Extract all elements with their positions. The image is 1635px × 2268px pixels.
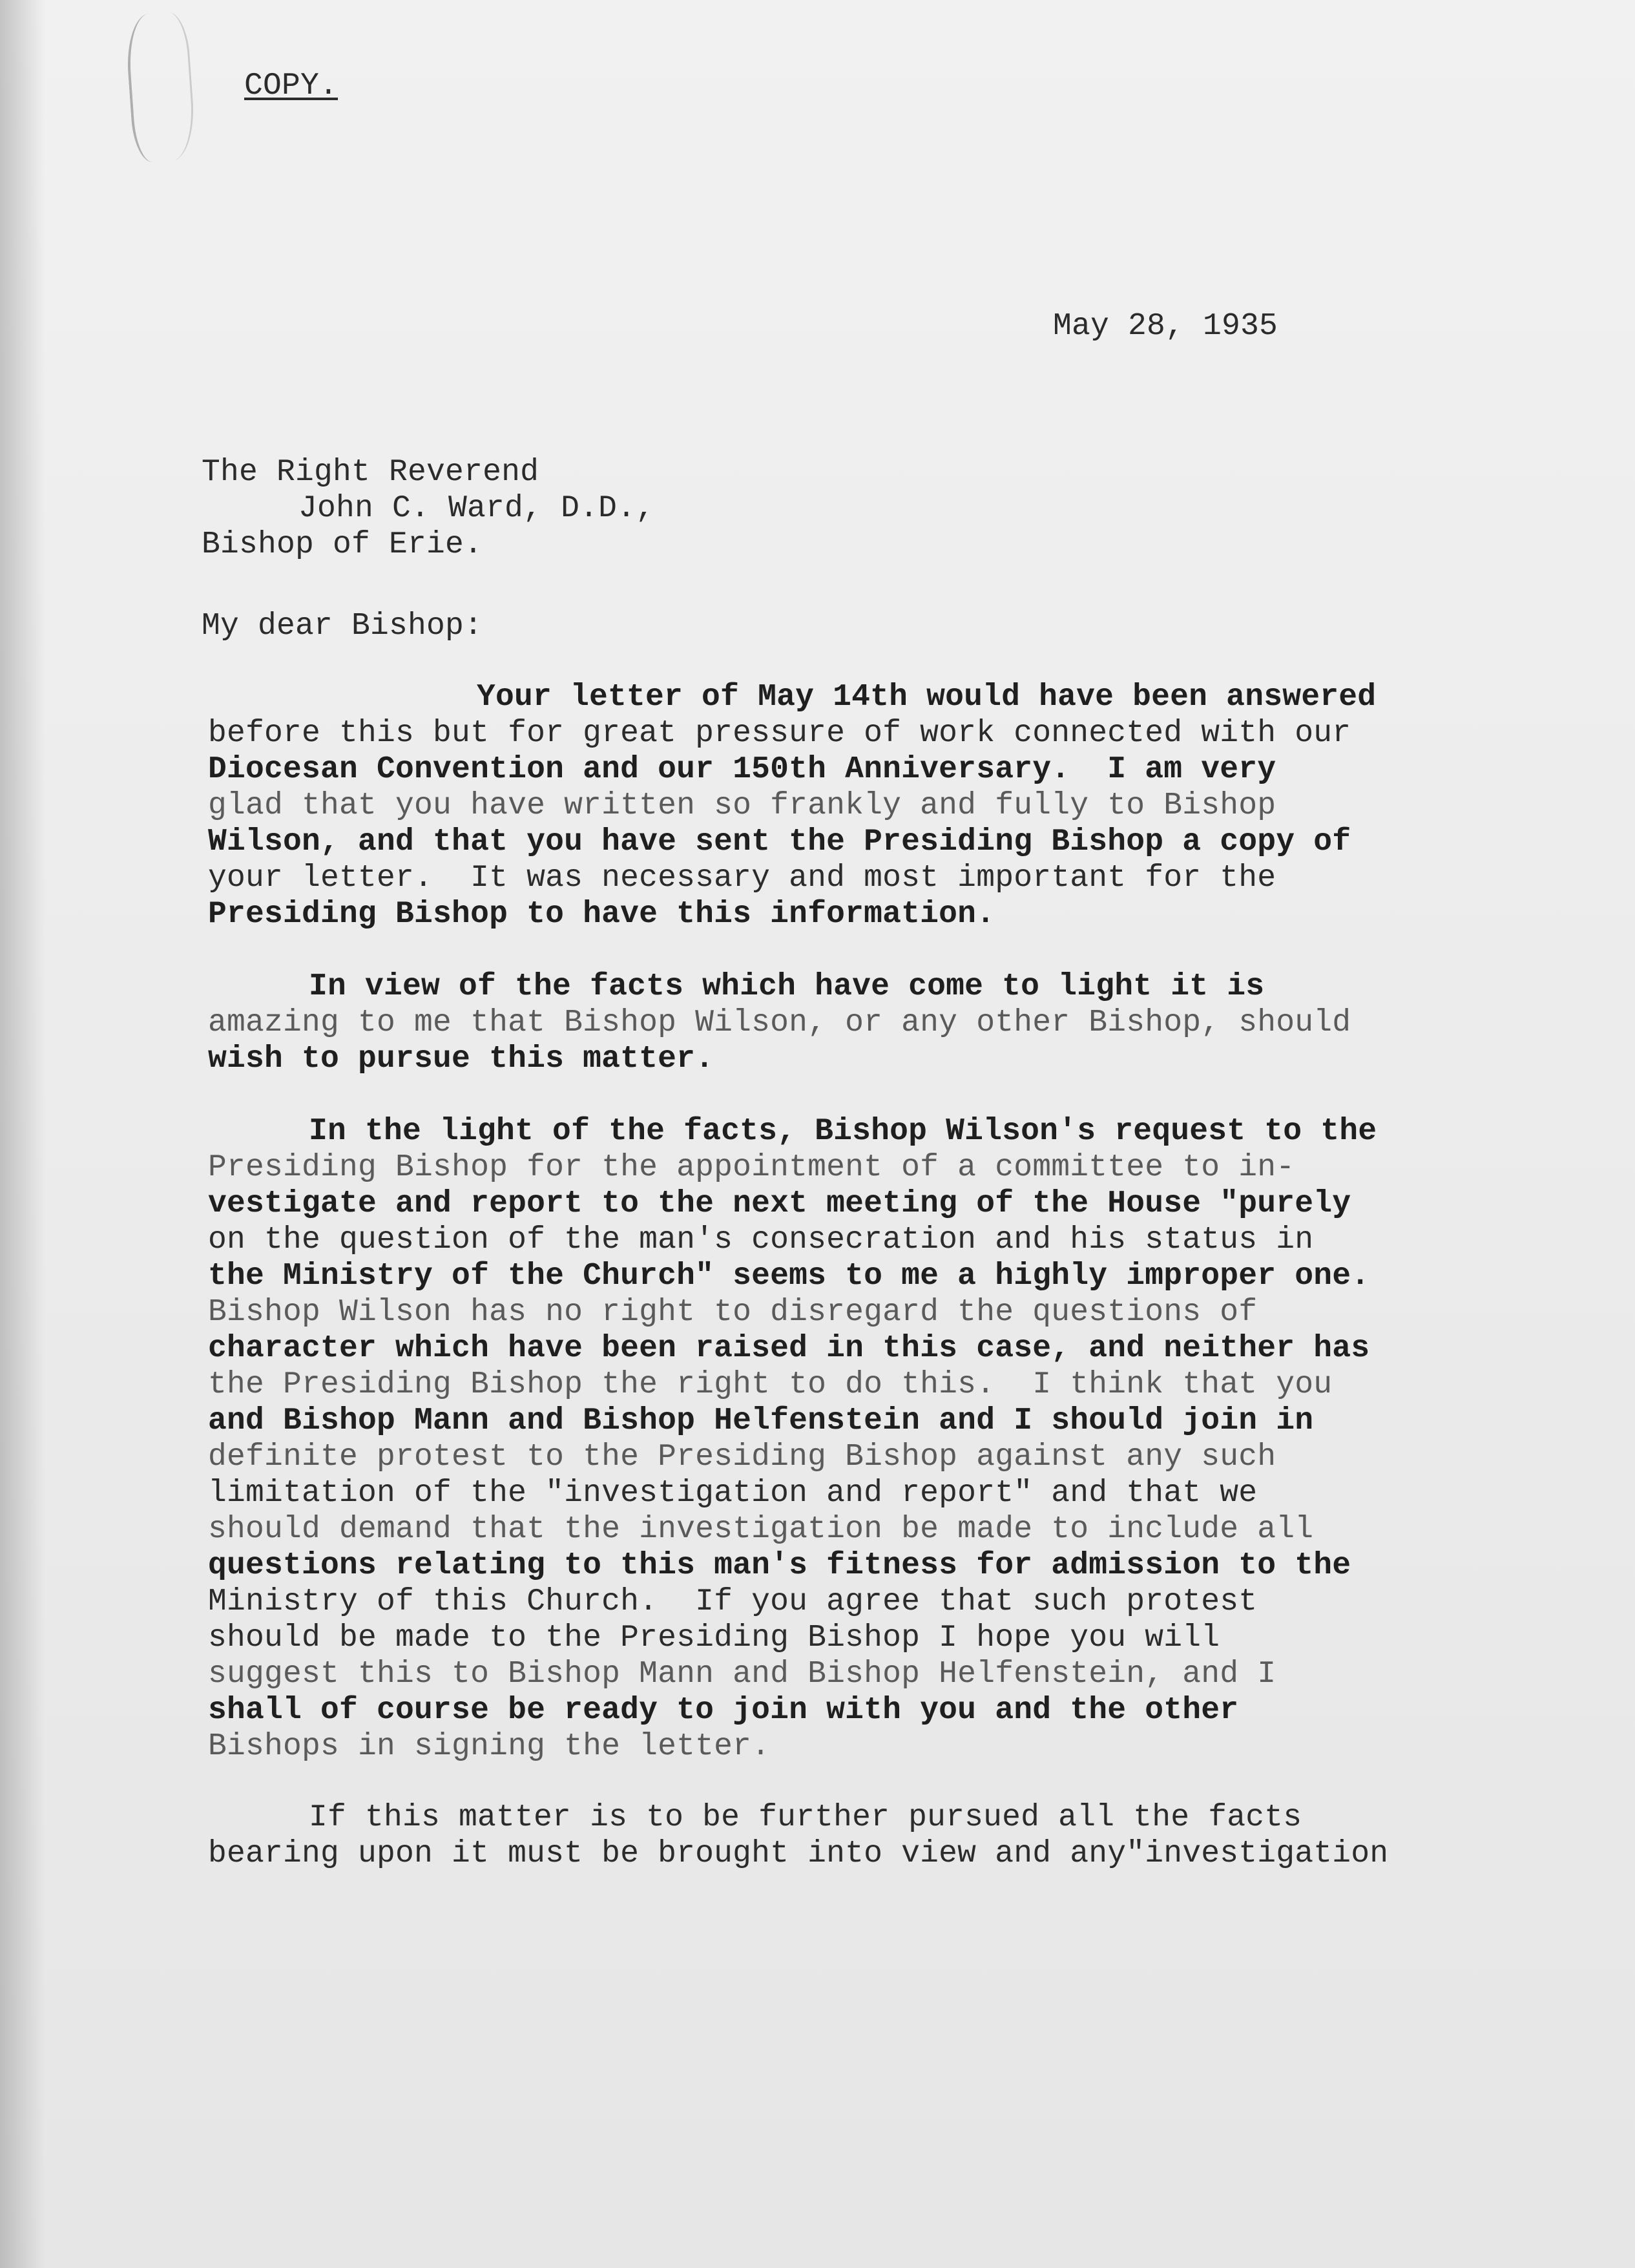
page-edge-shadow bbox=[0, 0, 45, 2268]
paragraph-line: your letter. It was necessary and most important for the bbox=[208, 861, 1276, 896]
paragraph-line: Ministry of this Church. If you agree that such protest bbox=[208, 1584, 1258, 1619]
paragraph-line: Your letter of May 14th would have been answered bbox=[477, 680, 1377, 715]
paragraph-line: should demand that the investigation be made to include all bbox=[208, 1512, 1314, 1547]
paragraph-line: amazing to me that Bishop Wilson, or any other Bishop, should bbox=[208, 1005, 1351, 1040]
paragraph-line: shall of course be ready to join with you and the other bbox=[208, 1693, 1239, 1728]
paragraph-line: Presiding Bishop for the appointment of a committee to in- bbox=[208, 1150, 1295, 1185]
paragraph-line: Bishops in signing the letter. bbox=[208, 1729, 771, 1764]
paragraph-line: on the question of the man's consecration and his status in bbox=[208, 1223, 1314, 1257]
paragraph-line: questions relating to this man's fitness for admission to the bbox=[208, 1548, 1351, 1583]
paragraph-line: and Bishop Mann and Bishop Helfenstein and I should join in bbox=[208, 1403, 1314, 1438]
staple-mark bbox=[124, 11, 197, 163]
paragraph-line: Bishop Wilson has no right to disregard the questions of bbox=[208, 1295, 1258, 1330]
letter-date: May 28, 1935 bbox=[1053, 309, 1278, 344]
copy-label: COPY. bbox=[244, 68, 338, 103]
paragraph-line: definite protest to the Presiding Bishop against any such bbox=[208, 1440, 1276, 1475]
paragraph-line: should be made to the Presiding Bishop I hope you will bbox=[208, 1621, 1220, 1655]
paragraph-line: Diocesan Convention and our 150th Anniversary. I am very bbox=[208, 752, 1276, 787]
paragraph-line: limitation of the "investigation and report" and that we bbox=[208, 1476, 1258, 1511]
paragraph-line: vestigate and report to the next meeting of the House "purely bbox=[208, 1186, 1351, 1221]
paragraph-line: In view of the facts which have come to light it is bbox=[309, 969, 1265, 1004]
paragraph-line: In the light of the facts, Bishop Wilson's request to the bbox=[309, 1114, 1377, 1149]
address-line: John C. Ward, D.D., bbox=[298, 491, 655, 526]
paragraph-line: If this matter is to be further pursued all the facts bbox=[309, 1800, 1302, 1835]
paragraph-line: Presiding Bishop to have this information. bbox=[208, 897, 995, 932]
paragraph-line: bearing upon it must be brought into view and any"investigation bbox=[208, 1836, 1389, 1871]
address-line: The Right Reverend bbox=[202, 455, 539, 490]
paragraph-line: suggest this to Bishop Mann and Bishop Helfenstein, and I bbox=[208, 1657, 1276, 1692]
paragraph-line: before this but for great pressure of work connected with our bbox=[208, 716, 1351, 751]
address-line: Bishop of Erie. bbox=[202, 527, 483, 562]
paragraph-line: character which have been raised in this case, and neither has bbox=[208, 1331, 1370, 1366]
paragraph-line: Wilson, and that you have sent the Presiding Bishop a copy of bbox=[208, 824, 1351, 859]
paragraph-line: the Ministry of the Church" seems to me a highly improper one. bbox=[208, 1259, 1370, 1294]
salutation: My dear Bishop: bbox=[202, 609, 483, 644]
paragraph-line: wish to pursue this matter. bbox=[208, 1042, 714, 1076]
paragraph-line: glad that you have written so frankly and fully to Bishop bbox=[208, 788, 1276, 823]
paragraph-line: the Presiding Bishop the right to do this. I think that you bbox=[208, 1367, 1333, 1402]
